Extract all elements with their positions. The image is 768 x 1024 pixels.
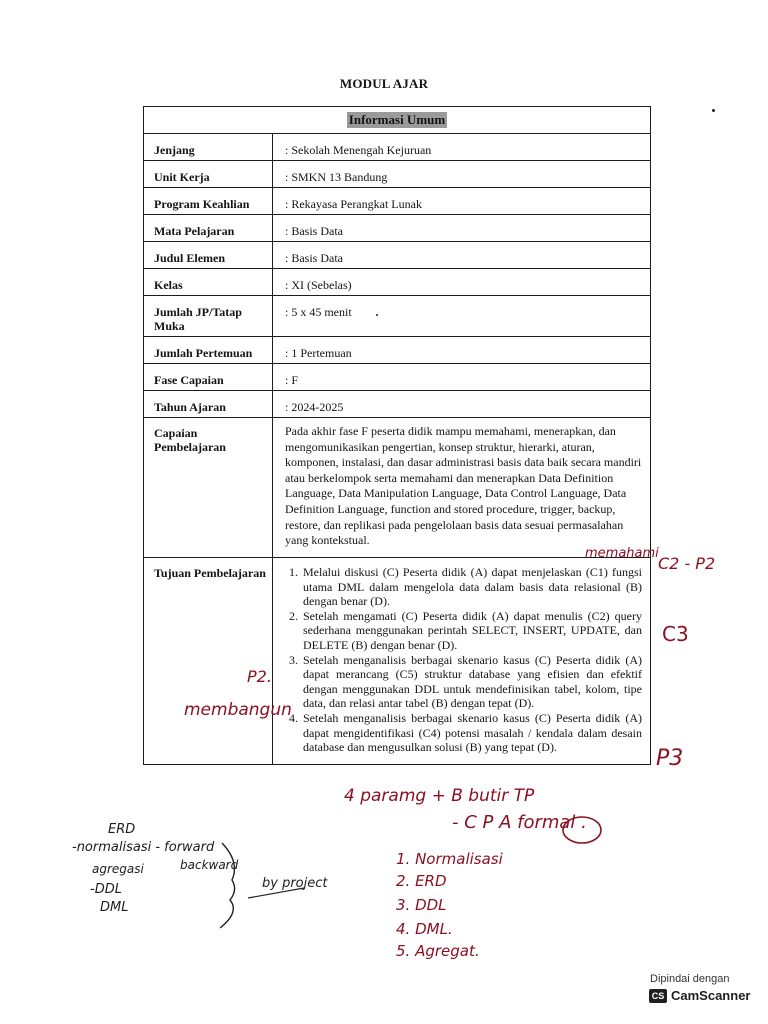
row-value: : Sekolah Menengah Kejuruan xyxy=(273,134,651,161)
note-normalisasi: -normalisasi - forward xyxy=(72,840,215,855)
camscanner-logo-icon: CS xyxy=(649,989,667,1003)
list-item: 3. Setelah menganalisis berbagai skenario kasus (C) Peserta didik (A) dapat merancang (C5) struktur database yang efisien dan efektif dengan menggunakan DDL untuk mendefinisikan tabel, kolom, tipe data, dan relasi antar tabel (B) dengan tepat (D). xyxy=(301,653,642,711)
annotation-p2: P2. xyxy=(247,667,272,686)
annotation-c2-p2: C2 - P2 xyxy=(658,554,716,573)
note-dml: DML xyxy=(100,900,129,915)
row-value: : 2024-2025 xyxy=(273,391,651,418)
watermark-name: CamScanner xyxy=(671,988,751,1003)
row-value: : F xyxy=(273,364,651,391)
list-item: 4. DML. xyxy=(396,920,453,938)
capaian-text: Pada akhir fase F peserta didik mampu memahami, menerapkan, dan mengomunikasikan pengertian, konsep struktur, hierarki, aturan, komponen, instalasi, dan dasar administrasi basis data baik secara mandiri atau berkelompok serta memahami dan menerapkan Data Definition Language, Data Manipulation Language, Data Control Language, Data Definition Language, function and stored procedure, trigger, backup, restore, dan replikasi pada pengelolaan basis data sesuai permasalahan yang kontekstual. xyxy=(273,418,651,558)
row-label: Jenjang xyxy=(144,134,273,161)
row-value: : Rekayasa Perangkat Lunak xyxy=(273,188,651,215)
annotation-params: 4 paramg + B butir TP xyxy=(344,786,535,806)
tujuan-label: Tujuan Pembelajaran xyxy=(144,558,273,765)
row-value: : 1 Pertemuan xyxy=(273,337,651,364)
camscanner-watermark xyxy=(644,973,768,1011)
circle-mark xyxy=(563,817,601,843)
note-backward: backward xyxy=(180,858,239,872)
list-item: 3. DDL xyxy=(396,896,447,914)
brace-mark xyxy=(220,843,235,928)
list-item: 5. Agregat. xyxy=(396,942,480,960)
page-title: MODUL AJAR xyxy=(339,76,429,91)
capaian-label: Capaian Pembelajaran xyxy=(144,418,273,558)
row-value: : Basis Data xyxy=(273,215,651,242)
annotation-membangun: membangun xyxy=(184,700,292,720)
annotation-memahami: memahami xyxy=(585,546,659,561)
watermark-caption: Dipindai dengan xyxy=(650,973,730,985)
list-item: 2. Setelah mengamati (C) Peserta didik (A) dapat menulis (C2) query sederhana menggunakan perintah SELECT, INSERT, UPDATE, dan DELETE (B) dengan benar (D). xyxy=(301,609,642,653)
note-agregasi: agregasi xyxy=(92,862,144,876)
row-value: : XI (Sebelas) xyxy=(273,269,651,296)
list-item: 2. ERD xyxy=(396,872,447,890)
row-label: Kelas xyxy=(144,269,273,296)
note-by-project: by project xyxy=(262,876,328,891)
note-ddl: -DDL xyxy=(90,882,122,897)
row-value: : SMKN 13 Bandung xyxy=(273,161,651,188)
row-label: Mata Pelajaran xyxy=(144,215,273,242)
row-label: Program Keahlian xyxy=(144,188,273,215)
row-label: Fase Capaian xyxy=(144,364,273,391)
row-label: Unit Kerja xyxy=(144,161,273,188)
note-erd: ERD xyxy=(108,822,136,837)
list-item: 1. Melalui diskusi (C) Peserta didik (A) dapat menjelaskan (C1) fungsi utama DML dalam mengelola data dalam basis data relasional (B) dengan benar (D). xyxy=(301,565,642,609)
list-item: 4. Setelah menganalisis berbagai skenario kasus (C) Peserta didik (A) dapat mengidentifikasi (C4) potensi masalah / kendala dalam desain database dan mengusulkan solusi (B) yang tepat (D). xyxy=(301,711,642,755)
annotation-formula: - C P A formal . xyxy=(452,812,587,833)
table-header: Informasi Umum xyxy=(348,112,446,127)
row-label: Jumlah JP/Tatap Muka xyxy=(144,296,273,337)
list-item: 1. Normalisasi xyxy=(396,850,503,868)
annotation-c3: C3 xyxy=(662,622,689,646)
row-label: Tahun Ajaran xyxy=(144,391,273,418)
row-label: Jumlah Pertemuan xyxy=(144,337,273,364)
row-value: : 5 x 45 menit xyxy=(273,296,651,337)
annotation-p3: P3 xyxy=(656,746,684,771)
row-label: Judul Elemen xyxy=(144,242,273,269)
row-value: : Basis Data xyxy=(273,242,651,269)
